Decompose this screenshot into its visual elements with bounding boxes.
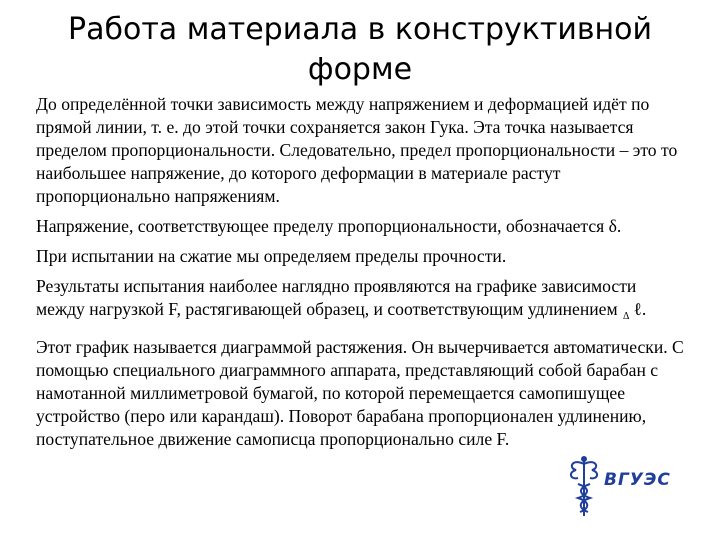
logo-text: ВГУЭС xyxy=(604,470,671,490)
slide-title: Работа материала в конструктивной форме xyxy=(67,12,652,87)
paragraph-hooke-law: До определённой точки зависимость между напряжением и деформацией идёт по прямой линии, т. е. до этой точки сохраняется закон Гука. Эта точка называется пределом пропорциональности. Следовательно, предел пропорциональности – это то наибольшее напряжение, до которого деформации в материале растут пропорционально напряжениям. xyxy=(36,94,678,206)
delta-symbol: Δ xyxy=(623,311,630,322)
paragraph-tension-diagram: Этот график называется диаграммой растяжения. Он вычерчивается автоматически. С помощью специального диаграммного аппарата, представляющий собой барабан с намотанной миллиметровой бумагой, по которой перемещается самопишущее устройство (перо или карандаш). Поворот барабана пропорционален удлинению, поступательное движение самописца пропорционально силе F. xyxy=(36,337,684,449)
paragraph-compression-test: При испытании на сжатие мы определяем пределы прочности. xyxy=(36,246,507,266)
paragraph-proportionality-limit: Напряжение, соответствующее пределу пропорциональности, обозначается δ. xyxy=(36,216,622,236)
results-text: Результаты испытания наиболее наглядно проявляются на графике зависимости между нагрузкой F, растягивающей образец, и соответствующим удлинением xyxy=(36,276,637,319)
ell-symbol: ℓ. xyxy=(633,299,647,319)
slide-body xyxy=(36,93,686,458)
caduceus-icon xyxy=(564,454,604,520)
paragraph-test-results xyxy=(36,275,686,328)
university-logo xyxy=(564,454,674,520)
